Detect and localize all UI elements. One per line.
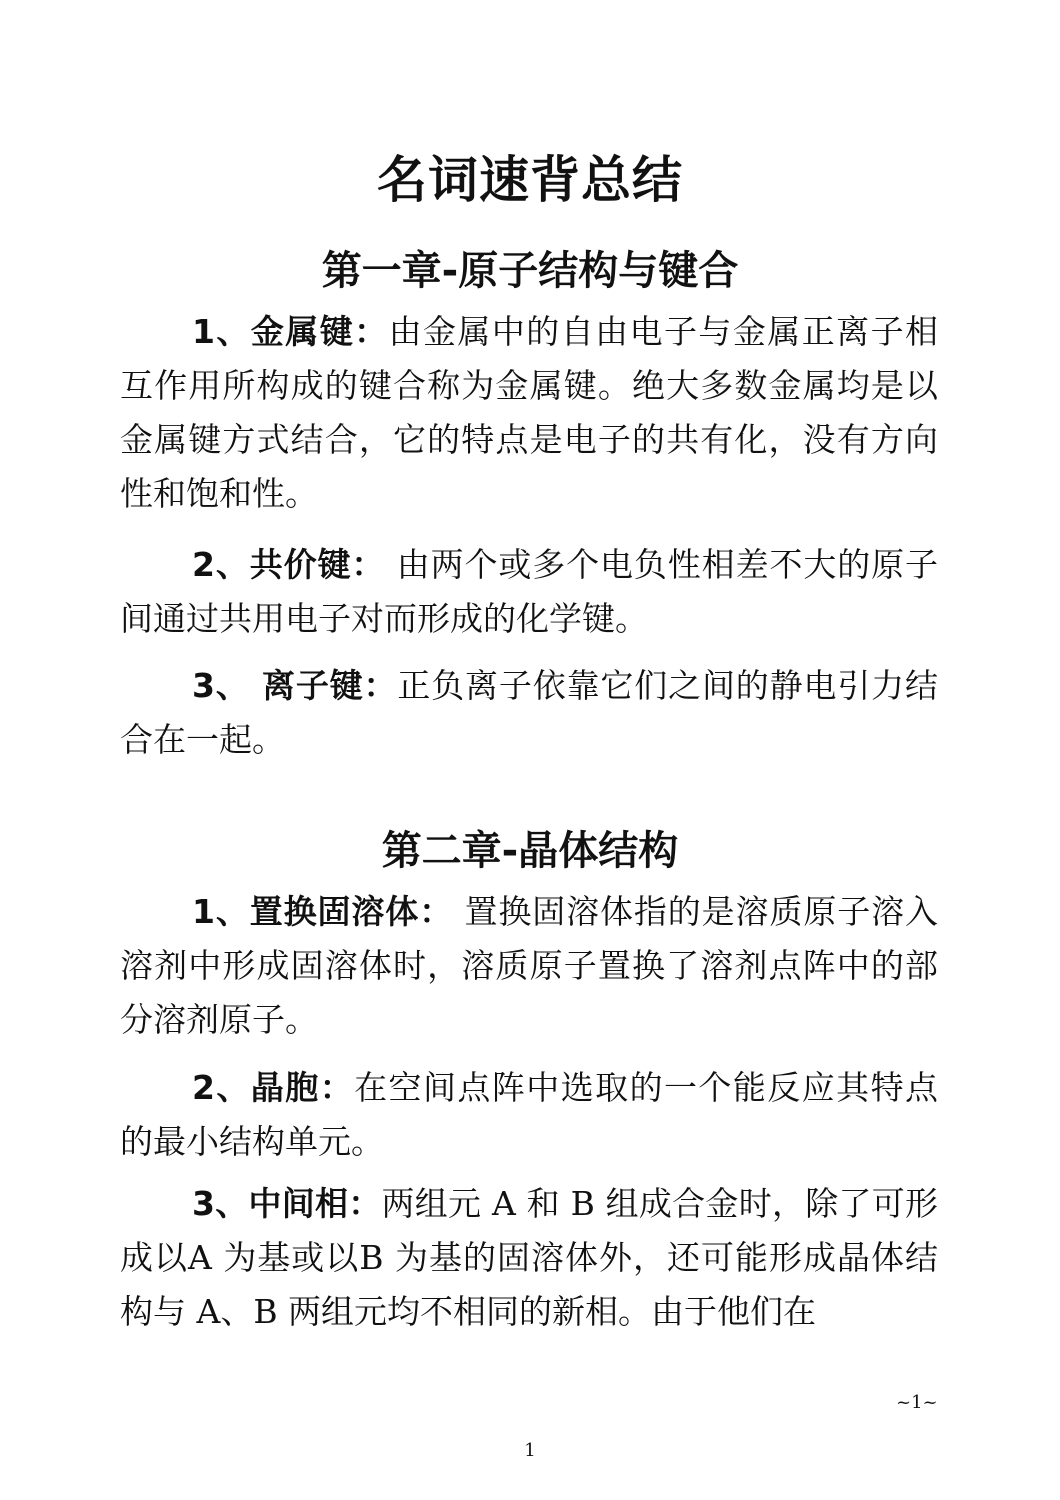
document-title: 名词速背总结 bbox=[377, 151, 683, 209]
entry-text: 置换固溶体指的是溶质原子溶入溶剂中形成固溶体时，溶质原子置换了溶剂点阵中的部分溶剂原子。 bbox=[120, 892, 938, 1039]
definition-metallic-bond bbox=[120, 305, 938, 521]
page-number: 1 bbox=[524, 1440, 536, 1461]
entry-number: 3、 bbox=[192, 1184, 249, 1223]
chapter-2-title: 第二章-晶体结构 bbox=[381, 828, 679, 874]
definition-unit-cell bbox=[120, 1061, 938, 1169]
entry-text: 在空间点阵中选取的一个能反应其特点的最小结构单元。 bbox=[120, 1068, 939, 1161]
definition-substitutional-solid-solution bbox=[120, 885, 938, 1047]
entry-text: 由金属中的自由电子与金属正离子相互作用所构成的键合称为金属键。绝大多数金属均是以金属键方式结合，它的特点是电子的共有化，没有方向性和饱和性。 bbox=[120, 312, 939, 513]
definition-ionic-bond bbox=[120, 659, 938, 767]
definition-covalent-bond bbox=[120, 538, 938, 646]
entry-term: 置换固溶体： bbox=[249, 892, 454, 931]
entry-number: 1、 bbox=[192, 312, 251, 351]
entry-term: 离子键： bbox=[261, 666, 398, 705]
definition-intermediate-phase bbox=[120, 1177, 938, 1339]
chapter-1-title: 第一章-原子结构与键合 bbox=[321, 248, 739, 294]
entry-text: 由两个或多个电负性相差不大的原子间通过共用电子对而形成的化学键。 bbox=[120, 545, 939, 638]
entry-number: 1、 bbox=[192, 892, 250, 931]
entry-term: 共价键： bbox=[249, 545, 386, 584]
entry-term: 中间相： bbox=[248, 1184, 382, 1223]
entry-term: 晶胞： bbox=[250, 1068, 355, 1107]
entry-term: 金属键： bbox=[250, 312, 389, 351]
entry-number: 3、 bbox=[192, 666, 262, 705]
entry-text: 正负离子依靠它们之间的静电引力结合在一起。 bbox=[120, 666, 939, 759]
entry-number: 2、 bbox=[192, 1068, 251, 1107]
entry-number: 2、 bbox=[192, 545, 250, 584]
entry-text: 两组元 A 和 B 组成合金时，除了可形成以A 为基或以B 为基的固溶体外，还可能形成晶体结构与 A、B 两组元均不相同的新相。由于他们在 bbox=[120, 1184, 938, 1331]
footer-page-mark: ~1~ bbox=[896, 1392, 938, 1413]
